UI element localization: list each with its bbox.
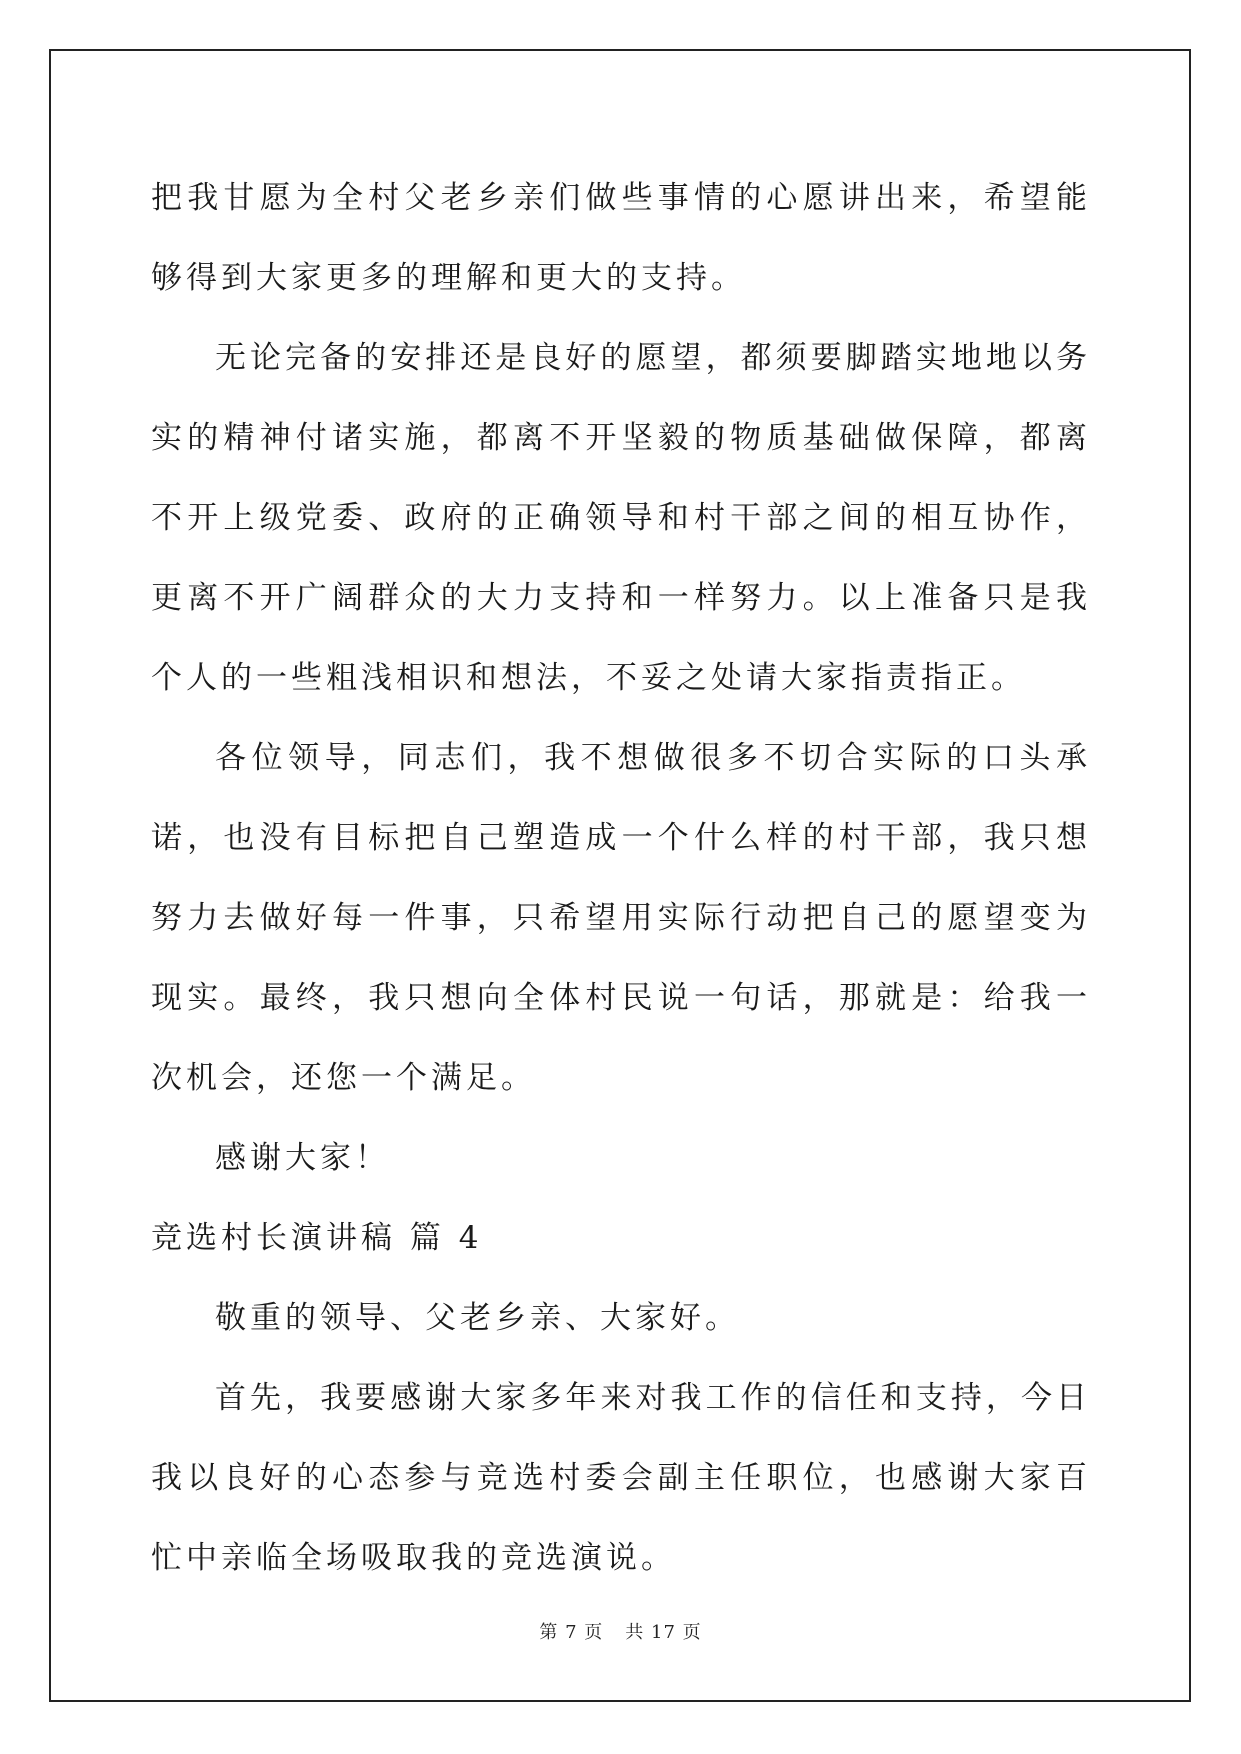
section-heading: 竞选村长演讲稿 篇 4 xyxy=(151,1220,483,1256)
document-body xyxy=(151,158,1091,1598)
paragraph-thanks: 感谢大家！ xyxy=(215,1140,390,1176)
paragraph-introduction: 首先，我要感谢大家多年来对我工作的信任和支持，今日我以良好的心态参与竞选村委会副主任职位，也感谢大家百忙中亲临全场吸取我的竞选演说。 xyxy=(151,1380,1091,1576)
paragraph-greeting: 敬重的领导、父老乡亲、大家好。 xyxy=(215,1300,740,1336)
page-total: 共 17 页 xyxy=(625,1622,702,1643)
page-footer xyxy=(0,1618,1241,1644)
paragraph-commitment: 各位领导，同志们，我不想做很多不切合实际的口头承诺，也没有目标把自己塑造成一个什么样的村干部，我只想努力去做好每一件事，只希望用实际行动把自己的愿望变为现实。最终，我只想向全体村民说一句话，那就是：给我一次机会，还您一个满足。 xyxy=(151,740,1091,1096)
paragraph-implementation: 无论完备的安排还是良好的愿望，都须要脚踏实地地以务实的精神付诸实施，都离不开坚毅的物质基础做保障，都离不开上级党委、政府的正确领导和村干部之间的相互协作，更离不开广阔群众的大力支持和一样努力。以上准备只是我个人的一些粗浅相识和想法，不妥之处请大家指责指正。 xyxy=(151,340,1091,696)
paragraph-continuation: 把我甘愿为全村父老乡亲们做些事情的心愿讲出来，希望能够得到大家更多的理解和更大的支持。 xyxy=(151,180,1091,296)
page-number: 第 7 页 xyxy=(539,1622,604,1643)
